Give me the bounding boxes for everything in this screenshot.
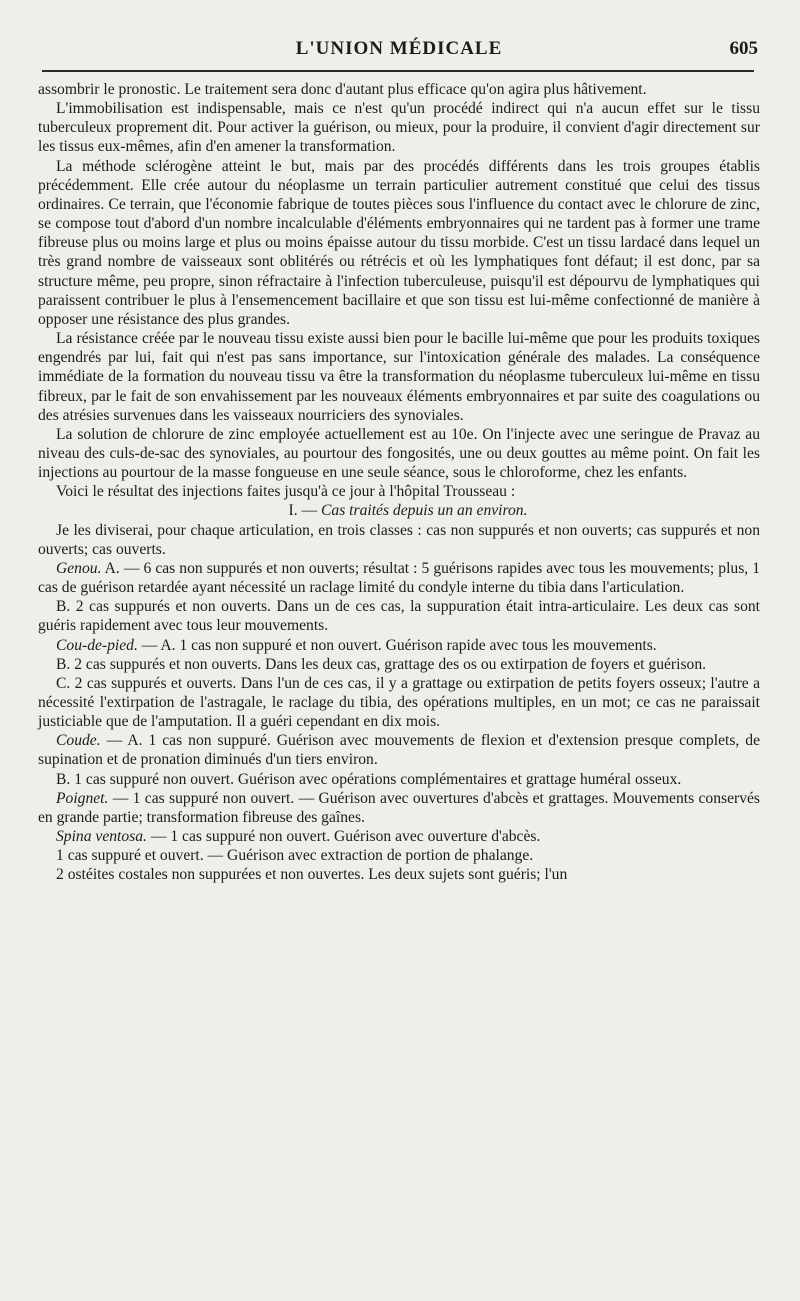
paragraph: assombrir le pronostic. Le traitement sera donc d'autant plus efficace qu'on agira plus hâtivement.	[38, 81, 647, 98]
case-entry	[38, 827, 760, 846]
case-text: 1 cas suppuré et ouvert. — Guérison avec extraction de portion de phalange.	[56, 847, 534, 865]
case-entry	[38, 846, 760, 865]
case-entry	[38, 731, 760, 769]
paragraph: La résistance créée par le nouveau tissu existe aussi bien pour le bacille lui-même que pour les produits toxiques engendrés par lui, fait qui n'est pas sans importance, sur l'intoxication générale des malades. La conséquence immédiate de la formation du nouveau tissu va être la transformation du néoplasme tuberculeux lui-même en tissu fibreux, par le fait de son envahissement par les nouveaux éléments embryonnaires et par suite des coagulations ou des atrésies survenues dans les vaisseaux nourriciers des synoviales.	[38, 330, 760, 424]
case-text: A. — 6 cas non suppurés et non ouverts; résultat : 5 guérisons rapides avec tous les mouvements; plus, 1 cas de guérison retardée ayant nécessité un raclage limité du condyle interne du tibia dans l'articulation.	[38, 559, 760, 597]
paragraph: L'immobilisation est indispensable, mais ce n'est qu'un procédé indirect qui n'a aucun effet sur le tissu tuberculeux proprement dit. Pour activer la guérison, ou mieux, pour la produire, il convient d'agir directement sur les tissus eux-mêmes, afin d'en amener la transformation.	[38, 100, 760, 156]
case-entry	[38, 636, 760, 655]
case-entry	[38, 770, 760, 789]
case-entry	[38, 674, 760, 731]
cases-intro: Je les diviserai, pour chaque articulation, en trois classes : cas non suppurés et non ouverts; cas suppurés et non ouverts; cas ouverts.	[38, 521, 760, 558]
case-text: C. 2 cas suppurés et ouverts. Dans l'un de ces cas, il y a grattage ou extirpation de petits foyers osseux; l'autre a nécessité l'extirpation de l'astragale, le raclage du tibia, des opérations multiples, en un mot; ce cas ne paraissait justiciable que de l'amputation. Il a guéri cependant en dix mois.	[38, 674, 760, 731]
header-rule	[42, 70, 754, 72]
case-text: — A. 1 cas non suppuré et non ouvert. Guérison rapide avec tous les mouvements.	[137, 636, 657, 654]
page-header	[38, 30, 760, 70]
case-entry	[38, 789, 760, 827]
section-number: I. —	[288, 502, 318, 520]
case-label: Coude.	[56, 732, 101, 750]
case-text: — 1 cas suppuré non ouvert. Guérison avec ouverture d'abcès.	[146, 828, 541, 846]
case-label: Spina ventosa.	[56, 828, 147, 846]
paragraph: La méthode sclérogène atteint le but, mais par des procédés différents dans les trois groupes établis précédemment. Elle crée autour du néoplasme un terrain particulier autrement constitué que celui des tissus ordinaires. Ce terrain, que l'économie fabrique de toutes pièces sous l'influence du contact avec le chlorure de zinc, se compose tout d'abord d'un nombre incalculable d'éléments embryonnaires qui ne tardent pas à former une trame fibreuse plus ou moins large et plus ou moins épaisse autour du tissu morbide. C'est un tissu lardacé dans lequel un très grand nombre de vaisseaux sont oblitérés ou rétrécis et où les lymphatiques font défaut; il est donc, par sa structure même, peu propre, sinon réfractaire à l'infection tuberculeuse, puisqu'il est dépourvu de lymphatiques qui paraissent contribuer le plus à l'ensemencement bacillaire et que son tissu est lui-même confectionné de manière à opposer une résistance des plus grandes.	[38, 157, 760, 328]
case-label: Genou.	[56, 559, 102, 577]
case-entry	[38, 655, 760, 674]
section-heading	[38, 501, 760, 520]
case-label: Cou-de-pied.	[56, 636, 138, 654]
case-text: B. 1 cas suppuré non ouvert. Guérison avec opérations complémentaires et grattage huméral osseux.	[56, 770, 682, 788]
case-entry	[38, 597, 760, 635]
case-text: B. 2 cas suppurés et non ouverts. Dans un de ces cas, la suppuration était intra-articulaire. Les deux cas sont guéris rapidement avec tous leur mouvements.	[38, 598, 760, 635]
case-text: — 1 cas suppuré non ouvert. — Guérison avec ouvertures d'abcès et grattages. Mouvements conservés en grande partie; transformation fibreuse des gaînes.	[38, 789, 760, 826]
body-text	[38, 80, 760, 885]
page-number: 605	[729, 38, 758, 59]
case-entry	[38, 865, 760, 884]
case-label: Poignet.	[56, 789, 109, 807]
case-text: B. 2 cas suppurés et non ouverts. Dans les deux cas, grattage des os ou extirpation de foyers et guérison.	[56, 655, 707, 673]
running-title: L'UNION MÉDICALE	[295, 38, 503, 59]
section-title: Cas traités depuis un an environ.	[321, 502, 528, 520]
paragraph: Voici le résultat des injections faites jusqu'à ce jour à l'hôpital Trousseau :	[56, 483, 516, 501]
paragraph: La solution de chlorure de zinc employée actuellement est au 10e. On l'injecte avec une seringue de Pravaz au niveau des culs-de-sac des synoviales, au pourtour des fongosités, une ou deux gouttes au même point. On fait les injections au pourtour de la masse fongueuse en une seule séance, sous le chloroforme, chez les enfants.	[38, 425, 760, 482]
case-text: 2 ostéites costales non suppurées et non ouvertes. Les deux sujets sont guéris; l'un	[56, 866, 568, 884]
case-text: — A. 1 cas non suppuré. Guérison avec mouvements de flexion et d'extension presque complets, de supination et de pronation diminués d'un tiers environ.	[38, 732, 760, 769]
case-entry	[38, 559, 760, 597]
